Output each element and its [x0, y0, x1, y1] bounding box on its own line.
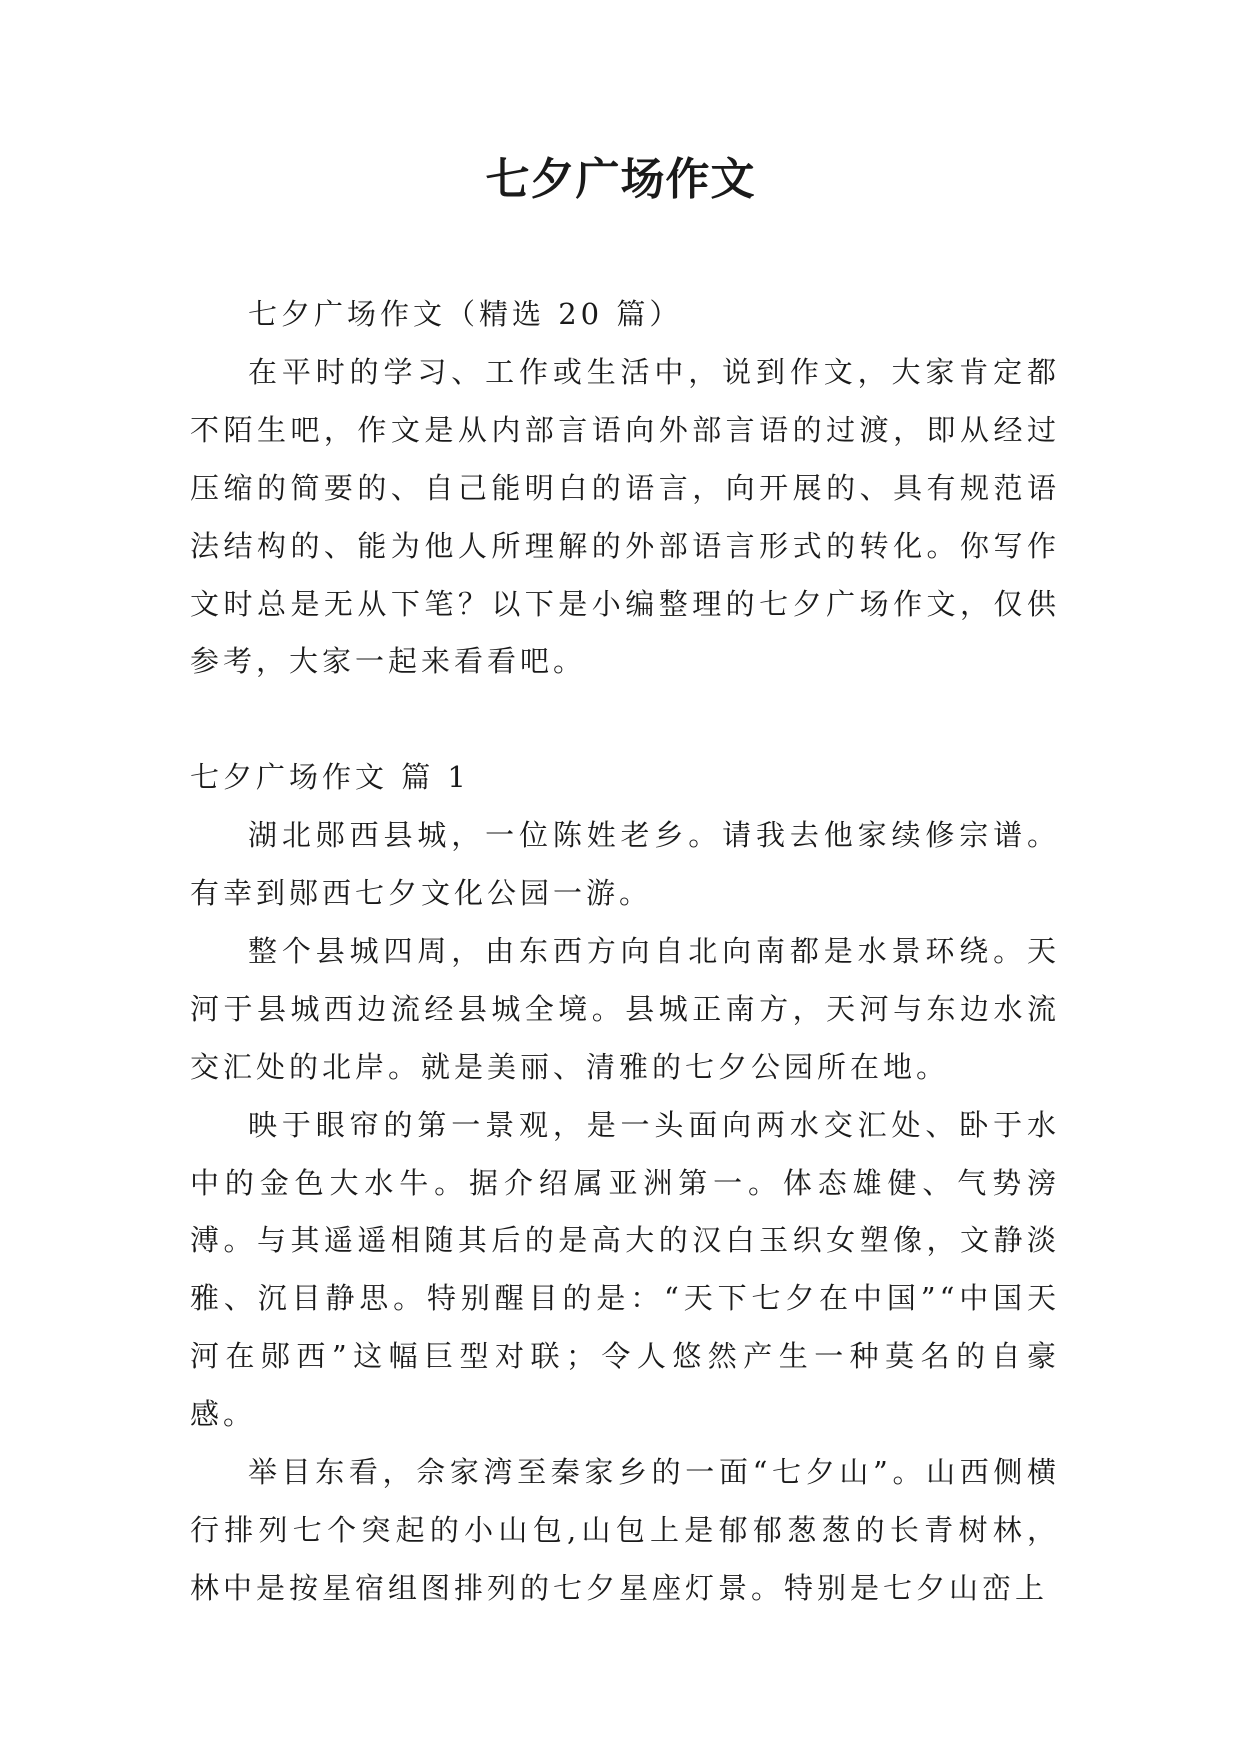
- document-title: 七夕广场作文: [485, 154, 756, 205]
- body-paragraph: 整个县城四周，由东西方向自北向南都是水景环绕。天河于县城西边流经县城全境。县城正南方，天河与东边水流交汇处的北岸。就是美丽、清雅的七夕公园所在地。: [190, 933, 1060, 1084]
- body-paragraph: 映于眼帘的第一景观，是一头面向两水交汇处、卧于水中的金色大水牛。据介绍属亚洲第一。体态雄健、气势滂溥。与其遥遥相随其后的是高大的汉白玉织女塑像，文静淡雅、沉目静思。特别醒目的是：“天下七夕在中国”“中国天河在郧西”这幅巨型对联；令人悠然产生一种莫名的自豪感。: [190, 1107, 1060, 1432]
- document-body: [190, 286, 1060, 1618]
- section-heading: 七夕广场作文 篇 1: [190, 760, 470, 795]
- body-paragraph: 湖北郧西县城，一位陈姓老乡。请我去他家续修宗谱。有幸到郧西七夕文化公园一游。: [190, 818, 1060, 911]
- section-gap: [190, 691, 1060, 749]
- intro-paragraph: 在平时的学习、工作或生活中，说到作文，大家肯定都不陌生吧，作文是从内部言语向外部言语的过渡，即从经过压缩的简要的、自己能明白的语言，向开展的、具有规范语法结构的、能为他人所理解的外部语言形式的转化。你写作文时总是无从下笔？以下是小编整理的七夕广场作文，仅供参考，大家一起来看看吧。: [190, 354, 1060, 679]
- document-subtitle: 七夕广场作文（精选 20 篇）: [248, 297, 683, 331]
- body-paragraph: 举目东看，佘家湾至秦家乡的一面“七夕山”。山西侧横行排列七个突起的小山包,山包上是郁郁葱葱的长青树林，林中是按星宿组图排列的七夕星座灯景。特别是七夕山峦上: [190, 1455, 1060, 1605]
